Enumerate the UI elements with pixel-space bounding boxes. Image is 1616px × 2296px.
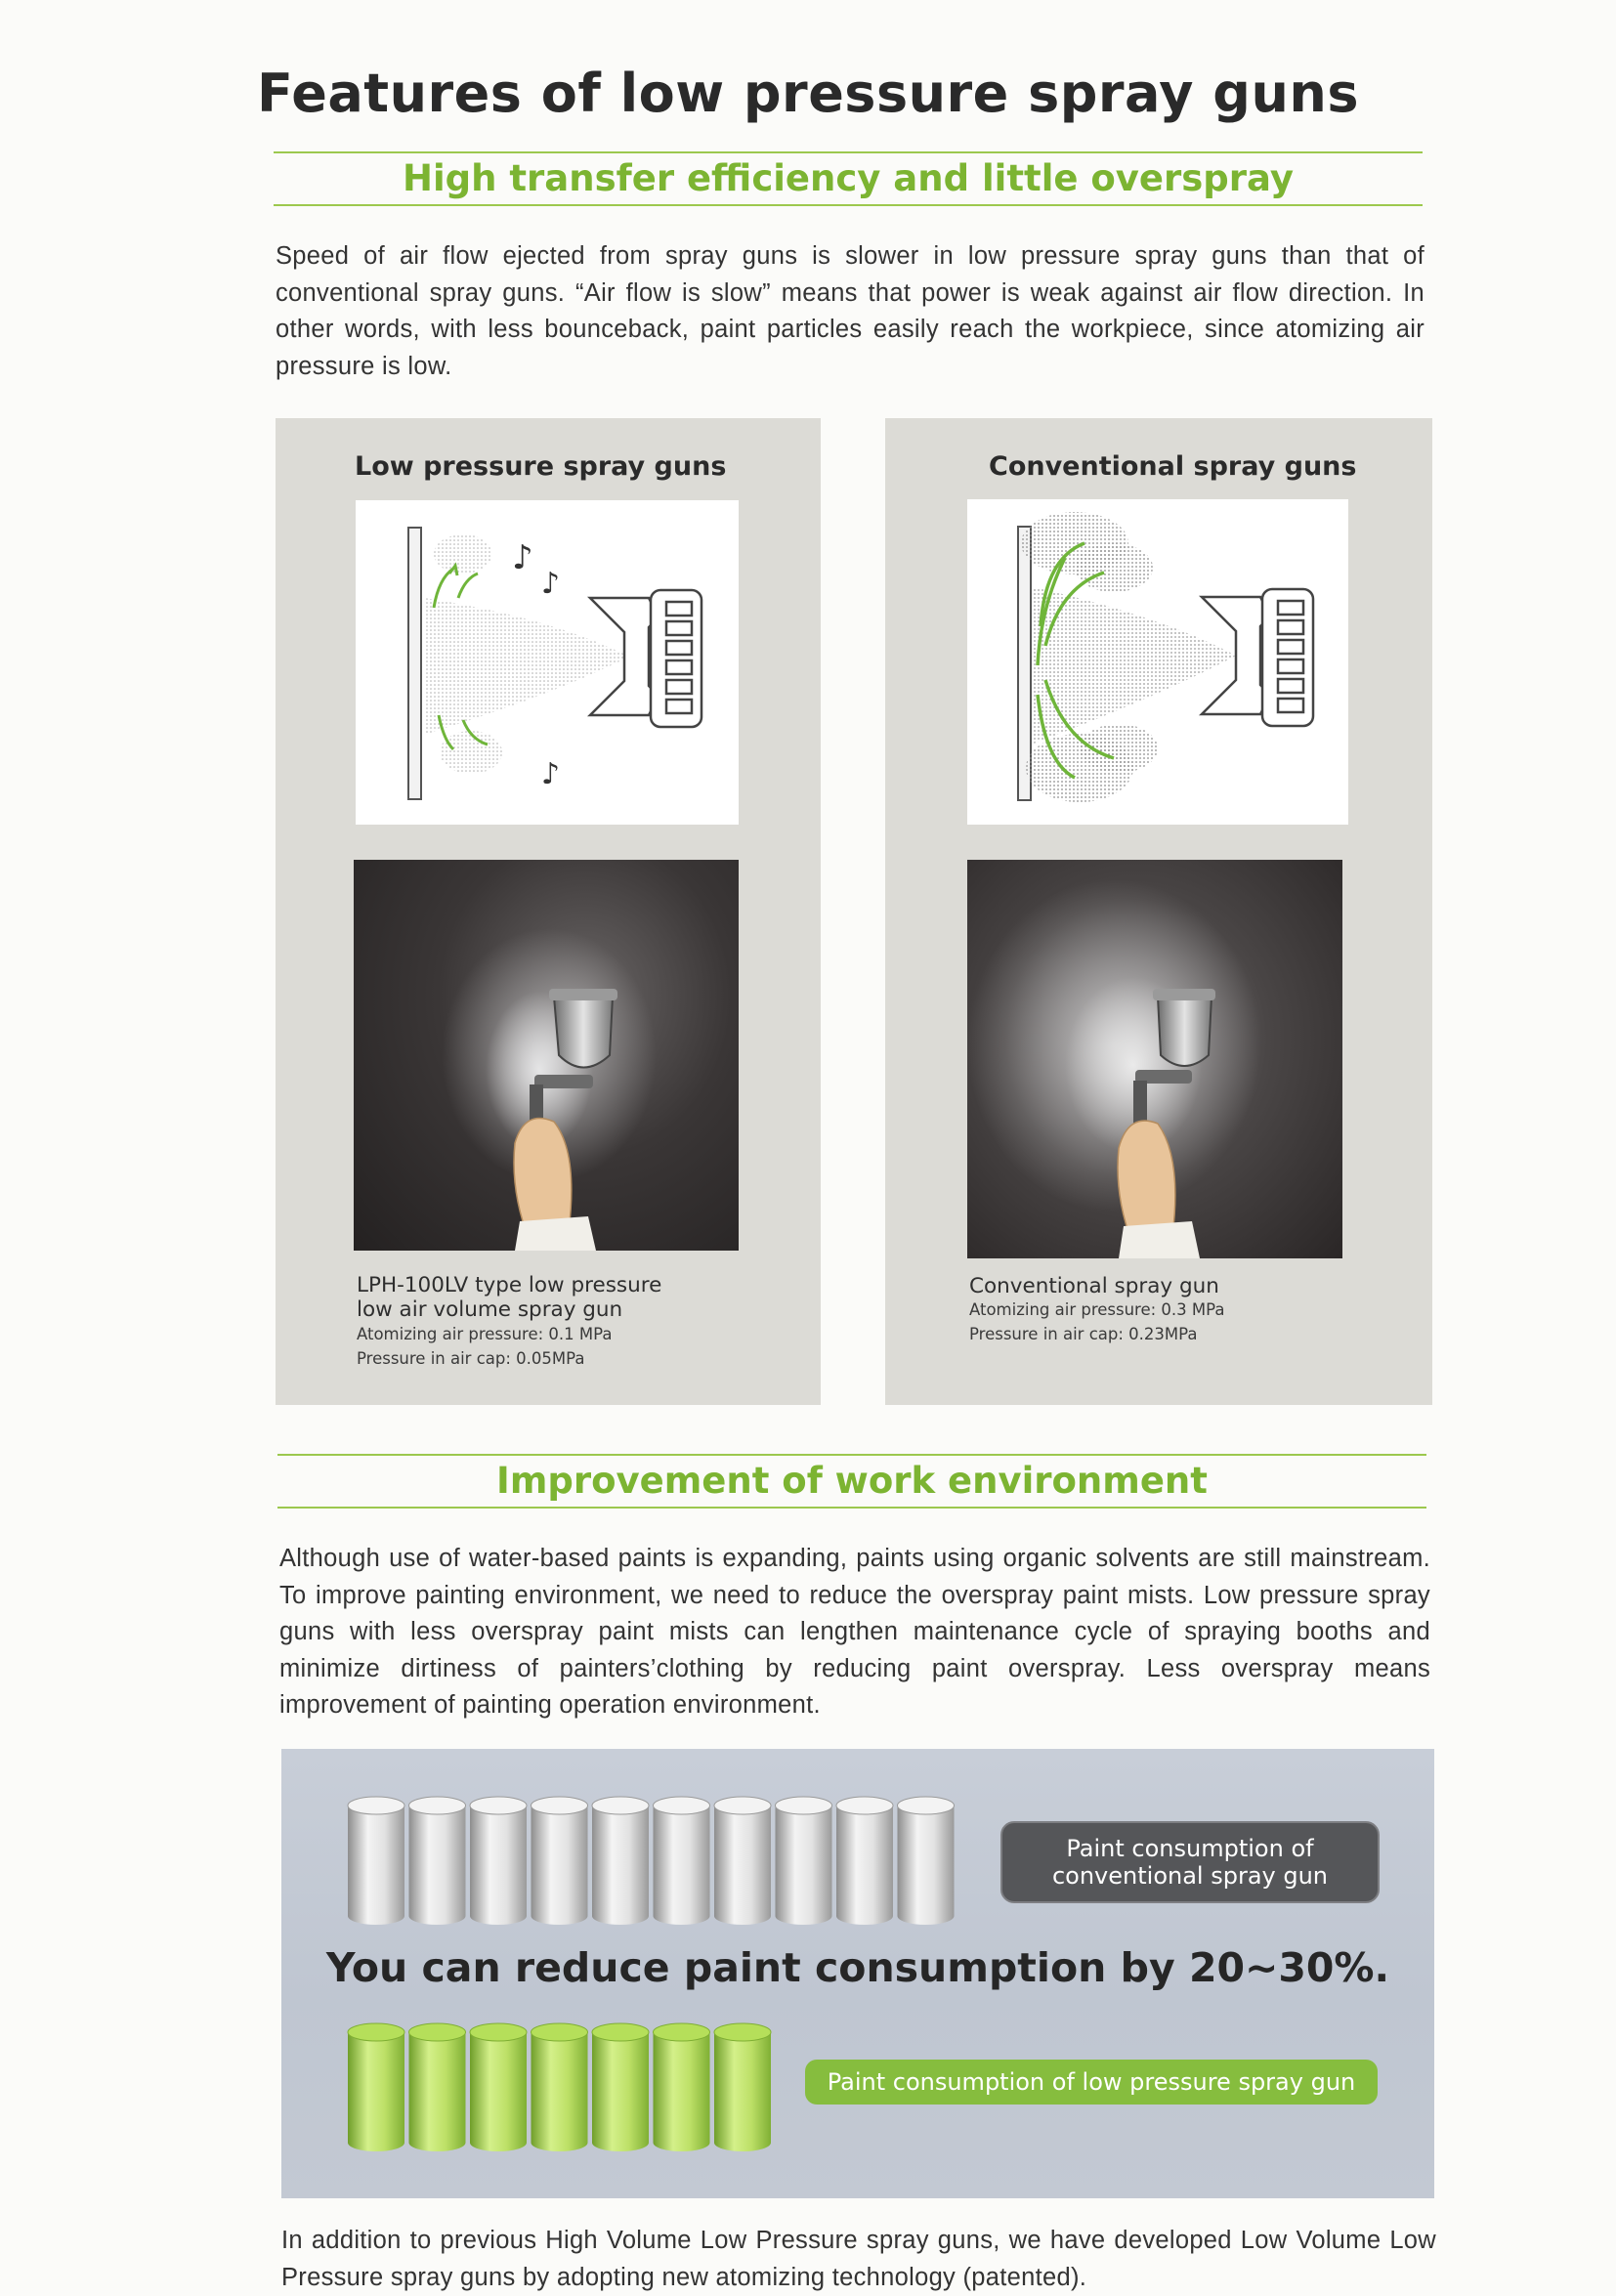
low-pressure-consumption-badge [805,2060,1378,2105]
svg-text:♪: ♪ [541,757,561,791]
conventional-atomizing-spec: Atomizing air pressure: 0.3 MPa [969,1300,1225,1319]
low-pressure-caption-line2: low air volume spray gun [357,1297,623,1322]
conventional-paint-can [714,1797,771,1925]
low-pressure-paint-can [532,2023,588,2151]
conventional-panel [885,418,1432,1405]
conventional-paint-cans [348,1797,955,1925]
section-heading-transfer-efficiency [274,151,1423,206]
low-pressure-atomizing-spec: Atomizing air pressure: 0.1 MPa [357,1325,613,1343]
conventional-paint-can [836,1797,893,1925]
spray-gun-photo-illustration [354,860,739,1251]
conventional-consumption-label: Paint consumption of conventional spray gun [1051,1835,1329,1890]
conventional-spray-illustration [967,499,1348,825]
workpiece-wall [408,528,421,799]
work-environment-paragraph: Although use of water-based paints is expanding, paints using organic solvents are still mainstream. To improve painting environment, we need to reduce the overspray paint mists. Low pressure spray guns with less overspray paint mists can lengthen maintenance cycle of spraying booths and minimize dirtiness of painters’clothing by reducing paint overspray. Less overspray means improvement of painting operation environment. [279,1545,1430,1719]
low-pressure-diagram [356,500,739,825]
low-pressure-air-cap-spec: Pressure in air cap: 0.05MPa [357,1349,585,1368]
conventional-panel-title: Conventional spray guns [989,451,1357,482]
low-pressure-paint-can [470,2023,527,2151]
low-pressure-consumption-label: Paint consumption of low pressure spray gun [827,2068,1356,2096]
low-pressure-paint-can [714,2023,771,2151]
conventional-consumption-badge [1000,1821,1380,1903]
low-pressure-paint-can [592,2023,649,2151]
low-pressure-paint-can [654,2023,710,2151]
low-pressure-caption-line1: LPH-100LV type low pressure [357,1273,662,1297]
low-pressure-panel [276,418,821,1405]
conventional-paint-can [470,1797,527,1925]
low-pressure-spray-illustration [356,500,739,825]
low-pressure-paint-can [348,2023,404,2151]
conventional-paint-can [409,1797,466,1925]
page-title: Features of low pressure spray guns [257,63,1359,124]
svg-text:♪: ♪ [512,538,533,577]
spray-gun-photo-illustration [967,860,1342,1258]
conventional-paint-can [532,1797,588,1925]
transfer-efficiency-paragraph: Speed of air flow ejected from spray guns is slower in low pressure spray guns than that of conventional spray guns. “Air flow is slow” means that power is weak against air flow direction. In other words, with less bounceback, paint particles easily reach the workpiece, since atomizing air pressure is low. [276,242,1425,380]
low-pressure-gun-photo [354,860,739,1251]
conventional-gun-photo [967,860,1342,1258]
section-heading-work-environment [277,1454,1426,1509]
conventional-paint-can [348,1797,404,1925]
conventional-paint-can [776,1797,832,1925]
conventional-caption-line1: Conventional spray gun [969,1274,1219,1298]
section-heading-text: High transfer efficiency and little overspray [403,157,1294,199]
conventional-paint-can [898,1797,955,1925]
low-pressure-paint-can [409,2023,466,2151]
reduction-headline: You can reduce paint consumption by 20~30%. [325,1944,1390,1991]
conventional-paint-can [592,1797,649,1925]
conventional-paint-can [654,1797,710,1925]
conventional-air-cap-spec: Pressure in air cap: 0.23MPa [969,1325,1198,1343]
low-pressure-panel-title: Low pressure spray guns [355,451,727,482]
conventional-diagram [967,499,1348,825]
footer-paragraph: In addition to previous High Volume Low Pressure spray guns, we have developed Low Volume Low Pressure spray guns by adopting new atomizing technology (patented). [281,2227,1436,2291]
low-pressure-paint-cans [348,2023,771,2151]
svg-text:♪: ♪ [541,567,561,601]
section-heading-text: Improvement of work environment [496,1460,1208,1502]
